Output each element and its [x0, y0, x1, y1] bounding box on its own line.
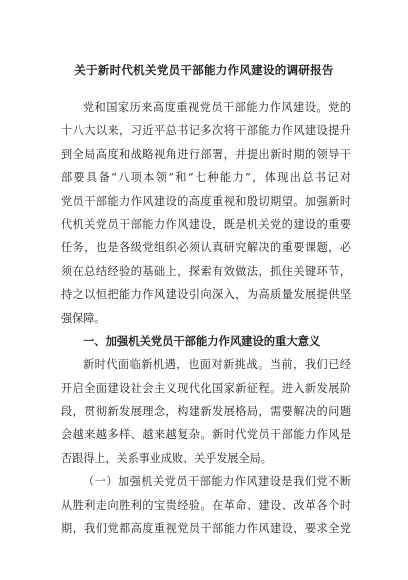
paragraph-line: 党员干部能力作风建设的高度重视和殷切期望。加强新时 [61, 194, 351, 208]
paragraph-line: 开启全面建设社会主义现代化国家新征程。进入新发展阶 [61, 381, 351, 395]
document-title: 关于新时代机关党员干部能力作风建设的调研报告 [74, 63, 334, 77]
document-body [61, 96, 351, 540]
paragraph-line: 到全局高度和战略视角进行部署，并提出新时期的领导干 [61, 147, 351, 161]
paragraph-line: 强保障。 [61, 311, 106, 325]
paragraph-line: 持之以恒把能力作风建设引向深入，为高质量发展提供坚 [61, 288, 351, 302]
paragraph-line: 任务，也是各级党组织必须认真研究解决的重要课题，必 [61, 241, 351, 255]
paragraph-line: 会越来越多样、越来越复杂。新时代党员干部能力作风是 [61, 428, 351, 442]
paragraph-line: 期，我们党都高度重视党员干部能力作风建设，要求全党 [61, 522, 351, 536]
paragraph-line: 部要具备“八项本领”和“七种能力”，体现出总书记对 [61, 171, 351, 185]
paragraph-line: 十八大以来，习近平总书记多次将干部能力作风建设提升 [61, 124, 351, 138]
paragraph-line: 从胜利走向胜利的宝贵经验。在革命、建设、改革各个时 [61, 498, 351, 512]
paragraph-line: （一）加强机关党员干部能力作风建设是我们党不断 [83, 475, 351, 489]
paragraph-line: 须在总结经验的基础上，探索有效做法，抓住关键环节， [61, 264, 351, 278]
paragraph-line: 党和国家历来高度重视党员干部能力作风建设。党的 [83, 101, 351, 114]
paragraph-line: 段，贯彻新发展理念，构建新发展格局，需要解决的问题 [61, 405, 351, 419]
paragraph-line: 否跟得上，关系事业成败、关乎发展全局。 [61, 451, 272, 465]
section-heading: 一、加强机关党员干部能力作风建设的重大意义 [83, 334, 321, 348]
paragraph-line: 新时代面临新机遇，也面对新挑战。当前，我们已经 [83, 358, 351, 372]
paragraph-line: 代机关党员干部能力作风建设，既是机关党的建设的重要 [61, 217, 351, 231]
